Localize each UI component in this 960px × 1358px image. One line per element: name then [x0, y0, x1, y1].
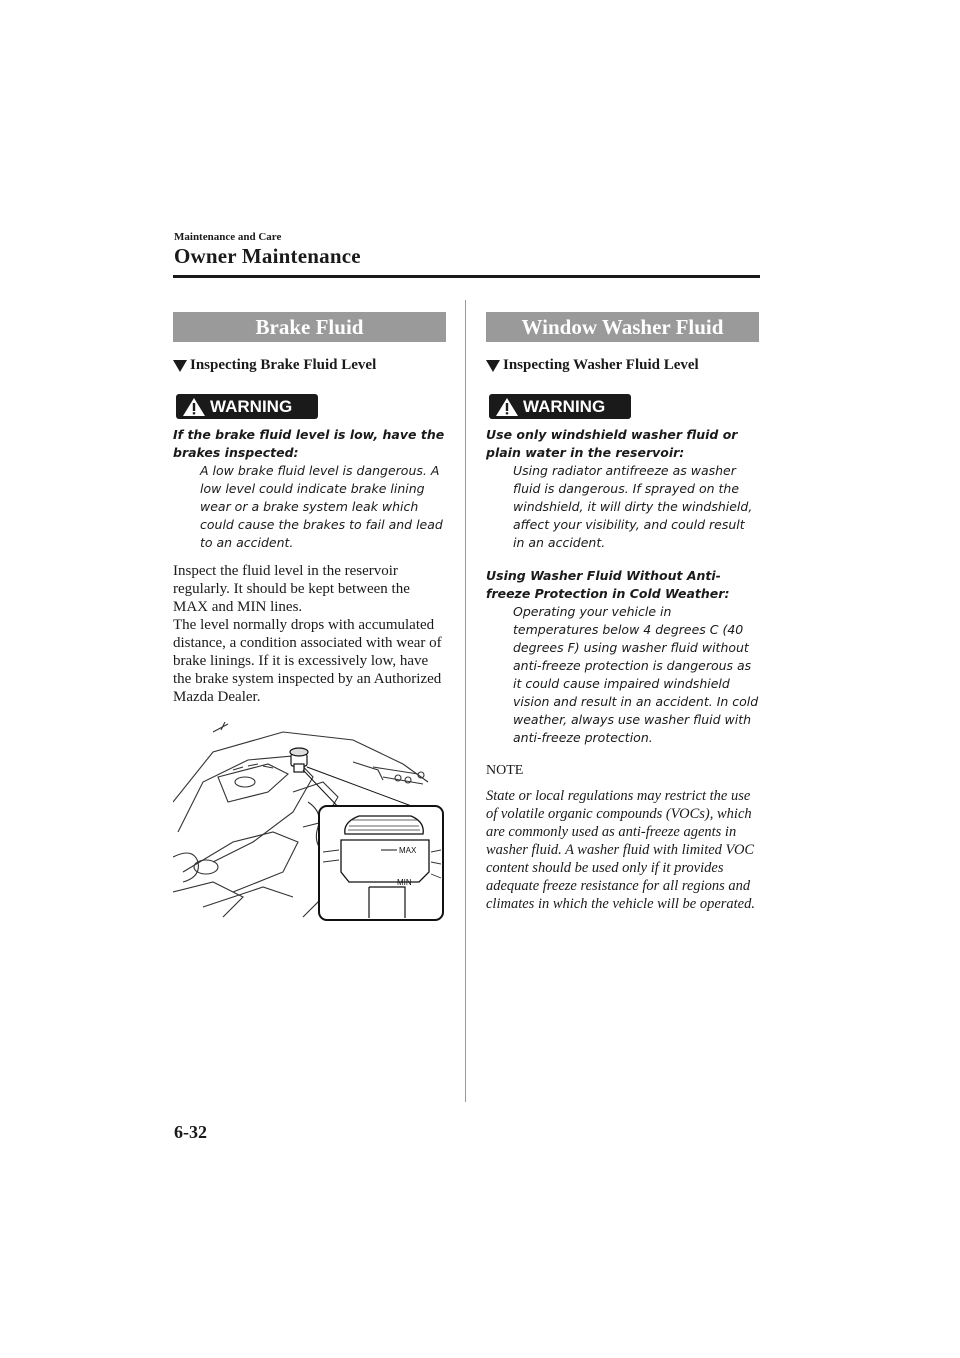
right-column — [486, 312, 759, 913]
warning-lead: Use only windshield washer fluid or plain water in the reservoir: — [486, 427, 738, 460]
warning-body: Operating your vehicle in temperatures below 4 degrees C (40 degrees F) using washer fluid without anti-freeze protection is dangerous as it could cause impaired windshield vision and result in an accident. In cold weather, always use washer fluid with anti-freeze protection. — [513, 604, 759, 745]
engine-bay-illustration — [173, 722, 446, 922]
subsection-title: Inspecting Washer Fluid Level — [503, 357, 699, 373]
reservoir-inset — [319, 806, 443, 920]
header-rule — [173, 275, 760, 278]
body-text — [173, 562, 446, 706]
note-body: State or local regulations may restrict the use of volatile organic compounds (VOCs), which are commonly used as anti-freeze agents in washer fluid. A washer fluid with limited VOC content should be used only if it provides adequate freeze resistance for all regions and climates in which the vehicle will be operated. — [486, 788, 755, 912]
warning-body: A low brake fluid level is dangerous. A low level could indicate brake lining wear or a brake system leak which could cause the brakes to fail and lead to an accident. — [200, 463, 443, 550]
subsection-heading — [173, 357, 446, 374]
note-label: NOTE — [486, 763, 524, 778]
warning-label: WARNING — [523, 396, 606, 416]
triangle-bullet-icon — [173, 360, 187, 372]
warning-triangle-icon — [495, 397, 519, 417]
warning-badge — [489, 394, 631, 419]
triangle-bullet-icon — [486, 360, 500, 372]
warning-body: Using radiator antifreeze as washer fluid is dangerous. If sprayed on the windshield, it will dirty the windshield, affect your visibility, and could result in an accident. — [513, 463, 753, 550]
warning-lead: Using Washer Fluid Without Anti-freeze Protection in Cold Weather: — [486, 568, 730, 601]
warning-label: WARNING — [210, 396, 293, 416]
engine-bay-drawing — [173, 722, 446, 922]
min-label: MIN — [397, 878, 412, 887]
section-banner-brake-fluid: Brake Fluid — [173, 312, 446, 342]
paragraph: Inspect the fluid level in the reservoir regularly. It should be kept between the MAX and MIN lines. — [173, 563, 410, 615]
subsection-heading — [486, 357, 759, 374]
section-banner-window-washer-fluid: Window Washer Fluid — [486, 312, 759, 342]
warning-badge — [176, 394, 318, 419]
max-label: MAX — [399, 846, 417, 855]
header-section: Maintenance and Care — [174, 231, 282, 243]
warning-triangle-icon — [182, 397, 206, 417]
left-column — [173, 312, 446, 922]
subsection-title: Inspecting Brake Fluid Level — [190, 357, 377, 373]
page-number: 6-32 — [174, 1122, 207, 1142]
column-divider — [465, 300, 466, 1102]
page-title: Owner Maintenance — [174, 244, 361, 268]
paragraph: The level normally drops with accumulated distance, a condition associated with wear of brake linings. If it is excessively low, have the brake system inspected by an Authorized Mazda Dealer. — [173, 617, 442, 705]
warning-lead: If the brake fluid level is low, have the brakes inspected: — [173, 427, 445, 460]
